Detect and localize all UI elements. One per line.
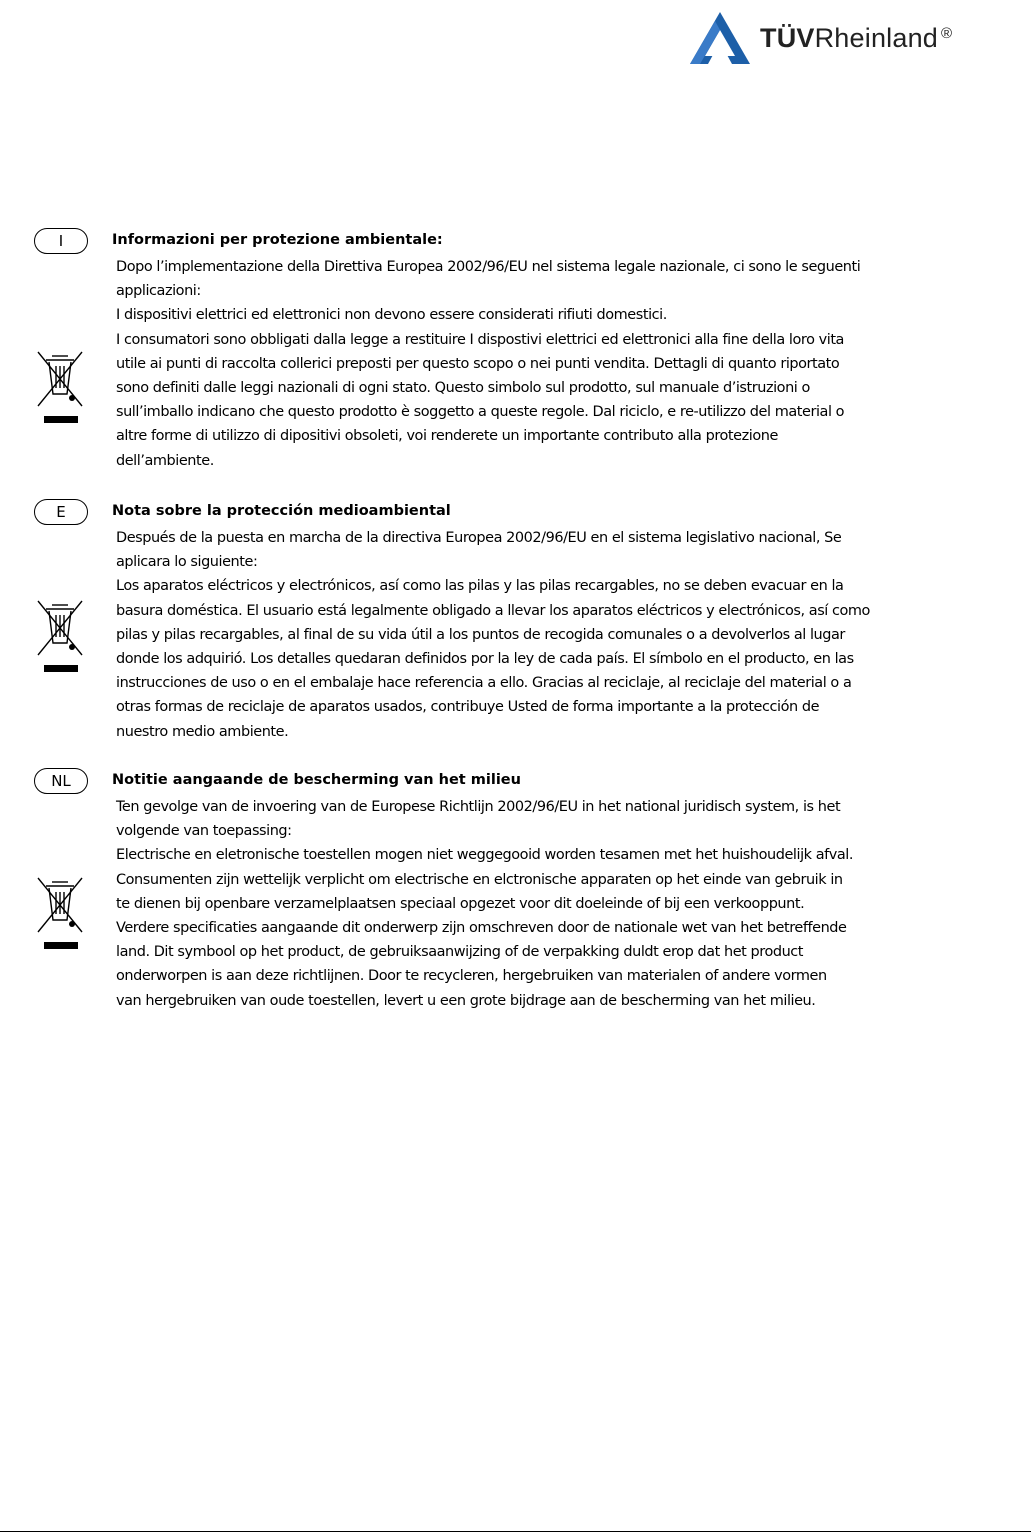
text-line: Los aparatos eléctricos y electrónicos, así como las pilas y las pilas recargables, no se deben evacuar en la	[116, 577, 844, 595]
weee-crossed-bin-icon	[32, 597, 88, 677]
text-line: otras formas de reciclaje de aparatos usados, contribuye Usted de forma importante a la protección de	[116, 698, 820, 716]
text-line: Dopo l’implementazione della Direttiva Europea 2002/96/EU nel sistema legale nazionale, ci sono le seguenti	[116, 258, 861, 275]
text-line: pilas y pilas recargables, al final de su vida útil a los puntos de recogida comunales o a devolverlos al lugar	[116, 625, 845, 643]
language-badge: NL	[34, 768, 88, 794]
text-line: Verdere specificaties aangaande dit onderwerp zijn omschreven door de nationale wet van het betreffende	[116, 919, 847, 937]
text-line: nuestro medio ambiente.	[116, 722, 289, 740]
text-line: altre forme di utilizzo di dipositivi obsoleti, voi renderete un importante contributo alla protezione	[116, 427, 778, 445]
text-line: basura doméstica. El usuario está legalmente obligado a llevar los aparatos eléctricos y electrónicos, así como	[116, 601, 870, 619]
text-line: I dispositivi elettrici ed elettronici non devono essere considerati rifiuti domestici.	[116, 306, 667, 324]
text-line: sull’imballo indicano che questo prodotto è soggetto a queste regole. Dal riciclo, e re-utilizzo del material o	[116, 403, 845, 421]
text-line: instrucciones de uso o en el embalaje hace referencia a ello. Gracias al reciclaje, al reciclaje del material o a	[116, 674, 852, 692]
text-line: dell’ambiente.	[116, 451, 214, 469]
text-line: sono definiti dalle leggi nazionali di ogni stato. Questo simbolo sul prodotto, sul manuale d’istruzioni o	[116, 379, 810, 397]
section-body	[116, 795, 1030, 1013]
text-line: aplicara lo siguiente:	[116, 553, 258, 571]
text-line: onderworpen is aan deze richtlijnen. Door te recycleren, hergebruiken van materialen of andere vormen	[116, 967, 827, 985]
language-badge: I	[34, 228, 88, 254]
logo-wordmark: TÜVRheinland ®	[760, 22, 953, 53]
text-line: land. Dit symbool op het product, de gebruiksaanwijzing of de verpakking duldt erop dat het product	[116, 943, 804, 961]
text-line: utile ai punti di raccolta collerici preposti per questo scopo o nei punti vendita. Dettagli di quanto riportato	[116, 354, 840, 372]
language-badge: E	[34, 499, 88, 525]
text-line: donde los adquirió. Los detalles quedaran definidos por la ley de cada país. El símbolo en el producto, en las	[116, 650, 854, 668]
text-line: Ten gevolge van de invoering van de Europese Richtlijn 2002/96/EU in het national juridisch system, is het	[116, 798, 841, 815]
weee-crossed-bin-icon	[32, 348, 88, 428]
text-line: volgende van toepassing:	[116, 822, 292, 840]
text-line: I consumatori sono obbligati dalla legge a restituire I dispostivi elettrici ed elettronici alla fine della loro vita	[116, 330, 844, 348]
section-title: Informazioni per protezione ambientale:	[112, 232, 443, 248]
text-line: Consumenten zijn wettelijk verplicht om electrische en elctronische apparaten op het einde van gebruik in	[116, 870, 843, 888]
tuv-triangle-icon	[688, 10, 752, 66]
footer-divider	[0, 1531, 1031, 1532]
text-line: te dienen bij openbare verzamelplaatsen speciaal opgezet voor dit doeleinde of bij een verkooppunt.	[116, 894, 805, 912]
section-body	[116, 526, 1030, 744]
section-body	[116, 255, 1030, 473]
text-line: Electrische en eletronische toestellen mogen niet weggegooid worden tesamen met het huishoudelijk afval.	[116, 846, 854, 864]
weee-crossed-bin-icon	[32, 874, 88, 954]
text-line: Después de la puesta en marcha de la directiva Europea 2002/96/EU en el sistema legislativo nacional, Se	[116, 529, 842, 546]
text-line: van hergebruiken van oude toestellen, levert u een grote bijdrage aan de bescherming van het milieu.	[116, 991, 816, 1009]
section-title: Notitie aangaande de bescherming van het milieu	[112, 772, 521, 788]
text-line: applicazioni:	[116, 282, 201, 300]
section-title: Nota sobre la protección medioambiental	[112, 503, 451, 519]
tuv-rheinland-logo	[688, 8, 1018, 68]
